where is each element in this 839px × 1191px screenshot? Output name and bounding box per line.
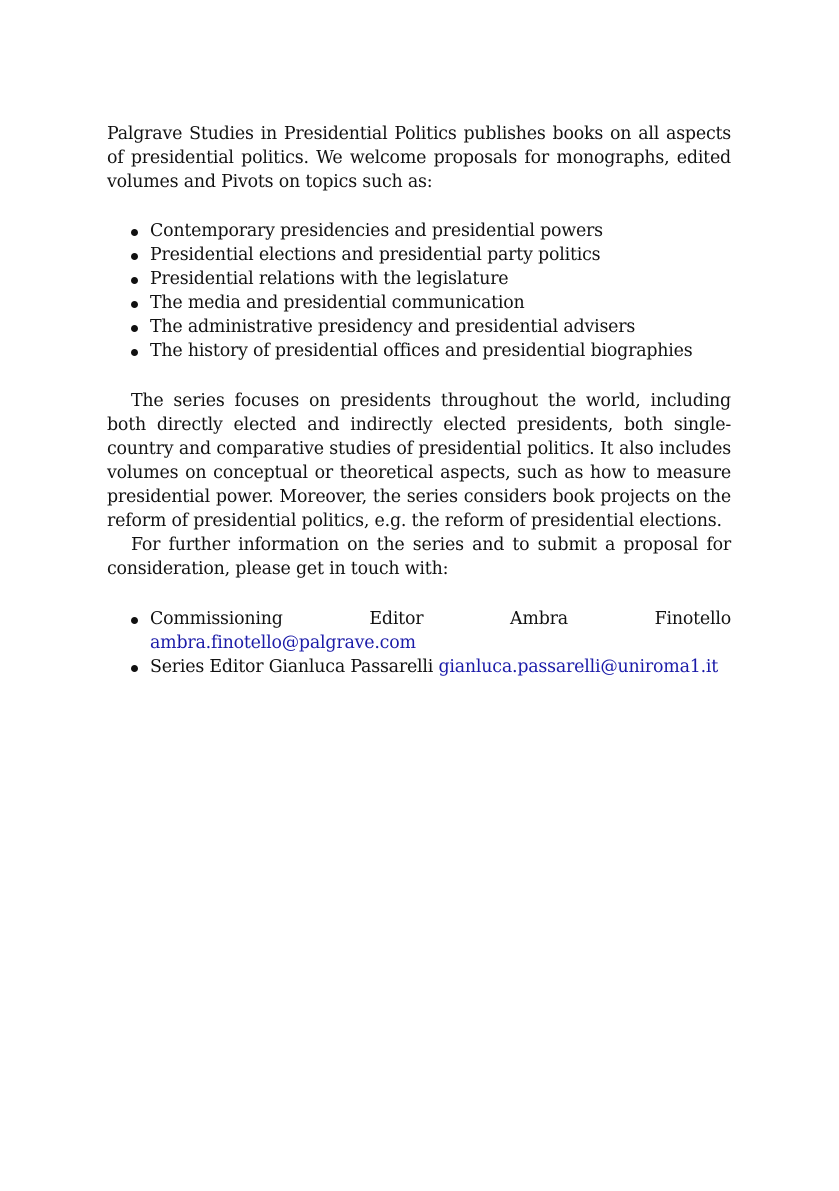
contacts-list xyxy=(107,607,731,679)
bullet-icon xyxy=(131,301,138,308)
list-item xyxy=(107,267,731,291)
bullet-icon xyxy=(131,665,138,672)
series-editor-email-link[interactable]: gianluca.passarelli@uniroma1.it xyxy=(438,657,719,677)
intro-paragraph: Palgrave Studies in Presidential Politics publishes books on all aspects of presidential politics. We welcome proposals for monographs, edited volumes and Pivots on topics such as: xyxy=(107,124,731,192)
list-item xyxy=(107,655,731,679)
bullet-icon xyxy=(131,617,138,624)
topic-text: The history of presidential offices and presidential biographies xyxy=(150,341,693,361)
bullet-icon xyxy=(131,325,138,332)
contact-paragraph: For further information on the series and to submit a proposal for consideration, please get in touch with: xyxy=(107,535,731,579)
series-description-page xyxy=(107,122,731,679)
topic-text: The administrative presidency and presidential advisers xyxy=(150,317,636,337)
list-item xyxy=(107,315,731,339)
list-item xyxy=(107,243,731,267)
bullet-icon xyxy=(131,349,138,356)
topic-text: Presidential relations with the legislature xyxy=(150,269,509,289)
contact-label: Commissioning Editor Ambra Finotello xyxy=(150,609,731,629)
list-item xyxy=(107,607,731,655)
commissioning-editor-email-link[interactable]: ambra.finotello@palgrave.com xyxy=(150,633,416,653)
list-item xyxy=(107,291,731,315)
series-paragraph: The series focuses on presidents throughout the world, including both directly elected and indirectly elected presidents, both single-country and comparative studies of presidential politics. It also includes volumes on conceptual or theoretical aspects, such as how to measure presidential power. Moreover, the series considers book projects on the reform of presidential politics, e.g. the reform of presidential elections. xyxy=(107,391,731,531)
topic-text: The media and presidential communication xyxy=(150,293,525,313)
topic-text: Presidential elections and presidential party politics xyxy=(150,245,601,265)
contact-label: Series Editor Gianluca Passarelli xyxy=(150,657,434,677)
list-item xyxy=(107,219,731,243)
list-item xyxy=(107,339,731,363)
topic-text: Contemporary presidencies and presidential powers xyxy=(150,221,603,241)
topics-list xyxy=(107,219,731,363)
bullet-icon xyxy=(131,229,138,236)
bullet-icon xyxy=(131,253,138,260)
bullet-icon xyxy=(131,277,138,284)
